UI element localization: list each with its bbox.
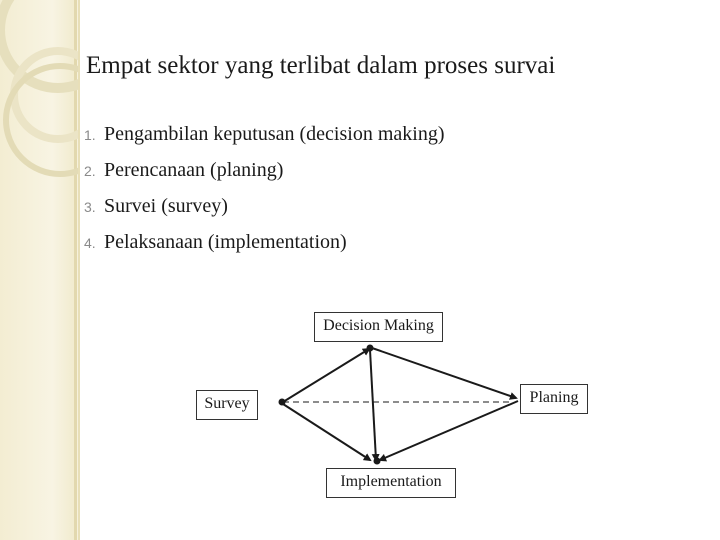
list-number: 1. xyxy=(84,127,96,143)
slide-title: Empat sektor yang terlibat dalam proses survai xyxy=(86,52,556,79)
node-decision-making: Decision Making xyxy=(314,312,443,342)
list-text: Survei (survey) xyxy=(104,195,228,217)
node-survey: Survey xyxy=(196,390,258,420)
edge-survey-decision xyxy=(283,349,369,402)
list-number: 3. xyxy=(84,199,96,215)
node-anchor-implementation xyxy=(374,458,381,465)
list-text: Pelaksanaan (implementation) xyxy=(104,231,347,253)
node-anchor-survey xyxy=(279,399,286,406)
edge-survey-implementation xyxy=(283,404,370,460)
list-number: 2. xyxy=(84,163,96,179)
node-planing: Planing xyxy=(520,384,588,414)
node-anchor-decision xyxy=(367,345,374,352)
edge-decision-planing xyxy=(372,348,516,398)
edge-decision-implementation xyxy=(370,350,376,460)
node-implementation: Implementation xyxy=(326,468,456,498)
list-text: Perencanaan (planing) xyxy=(104,159,284,181)
list-text: Pengambilan keputusan (decision making) xyxy=(104,123,445,145)
edge-planing-implementation xyxy=(380,401,518,460)
list-number: 4. xyxy=(84,235,96,251)
